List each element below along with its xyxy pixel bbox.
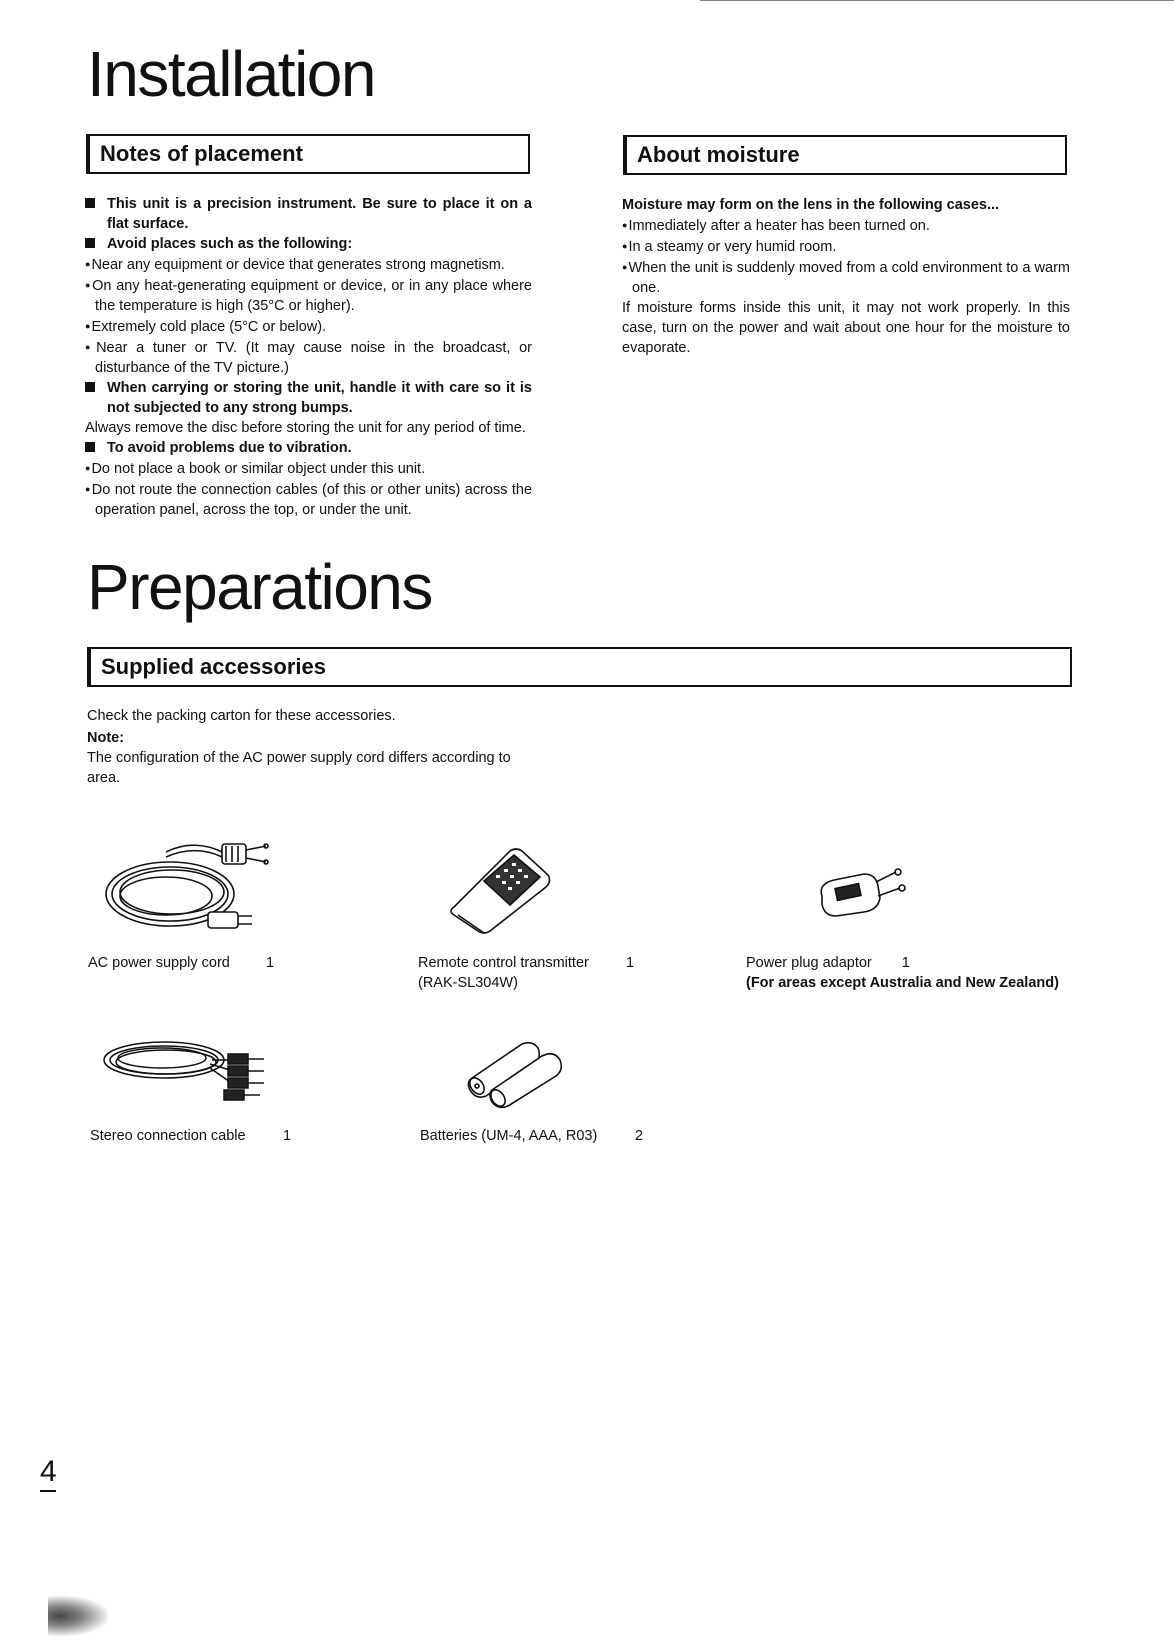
avoid-item: ● Extremely cold place (5°C or below). <box>85 316 532 337</box>
vibration-heading: To avoid problems due to vibration. <box>85 438 532 458</box>
accessory-region-note: (For areas except Australia and New Zealand) <box>746 975 1059 991</box>
check-text: Check the packing carton for these accessories. <box>87 708 396 724</box>
avoid-heading: Avoid places such as the following: <box>85 234 532 254</box>
preparations-title: Preparations <box>87 551 432 623</box>
page-number: 4 <box>40 1455 57 1488</box>
accessory-name: Stereo connection cable <box>90 1128 246 1144</box>
note-label: Note: <box>87 730 125 746</box>
square-bullet-icon <box>85 382 95 392</box>
accessory-adaptor <box>746 953 1059 993</box>
accessory-qty: 1 <box>266 955 275 971</box>
avoid-item: ● Near any equipment or device that generates strong magnetism. <box>85 254 532 275</box>
accessory-qty: 1 <box>901 955 910 971</box>
remote-control-icon <box>444 845 554 942</box>
accessory-stereo-cable <box>90 1126 246 1146</box>
notes-of-placement-body <box>85 194 532 520</box>
supplied-accessories-heading: Supplied accessories <box>87 647 1072 687</box>
note-text: The configuration of the AC power supply cord differs according to area. <box>87 750 511 786</box>
carry-text: Always remove the disc before storing the unit for any period of time. <box>85 420 526 436</box>
batteries-icon <box>462 1036 572 1115</box>
square-bullet-icon <box>85 238 95 248</box>
accessory-name: AC power supply cord <box>88 955 230 971</box>
accessory-qty: 2 <box>635 1128 644 1144</box>
about-moisture-heading: About moisture <box>623 135 1067 175</box>
accessory-name: Power plug adaptor <box>746 955 872 971</box>
accessory-name: Batteries (UM-4, AAA, R03) <box>420 1128 598 1144</box>
accessory-batteries <box>420 1126 597 1146</box>
vibration-item: ● Do not place a book or similar object under this unit. <box>85 458 532 479</box>
accessory-qty: 1 <box>283 1128 292 1144</box>
stereo-cable-icon <box>100 1030 272 1117</box>
accessory-model: (RAK-SL304W) <box>418 975 518 991</box>
page-number-underline <box>40 1490 56 1492</box>
accessory-remote <box>418 953 589 993</box>
scan-smudge <box>48 1596 108 1636</box>
moisture-intro: Moisture may form on the lens in the following cases... <box>622 197 1000 213</box>
power-cord-icon <box>96 832 272 947</box>
avoid-item: ● On any heat-generating equipment or device, or in any place where the temperature is high (35°C or higher). <box>85 275 532 316</box>
accessory-name: Remote control transmitter <box>418 955 589 971</box>
moisture-item: ● When the unit is suddenly moved from a cold environment to a warm one. <box>622 257 1070 298</box>
plug-adaptor-icon <box>814 866 906 927</box>
accessory-name-row <box>746 953 1059 973</box>
accessories-intro <box>87 706 547 788</box>
accessory-qty: 1 <box>626 955 635 971</box>
about-moisture-body <box>622 195 1070 358</box>
square-bullet-icon <box>85 198 95 208</box>
moisture-text: If moisture forms inside this unit, it may not work properly. In this case, turn on the power and wait about one hour for the moisture to evaporate. <box>622 300 1070 356</box>
vibration-item: ● Do not route the connection cables (of this or other units) across the operation panel, across the top, or under the unit. <box>85 479 532 520</box>
precision-note: This unit is a precision instrument. Be sure to place it on a flat surface. <box>85 194 532 234</box>
accessory-ac-cord <box>88 953 230 973</box>
scan-artifact-top <box>700 0 1174 1</box>
notes-of-placement-heading: Notes of placement <box>86 134 530 174</box>
square-bullet-icon <box>85 442 95 452</box>
avoid-item: ● Near a tuner or TV. (It may cause noise in the broadcast, or disturbance of the TV picture.) <box>85 337 532 378</box>
carry-heading: When carrying or storing the unit, handle it with care so it is not subjected to any strong bumps. <box>85 378 532 418</box>
moisture-item: ● Immediately after a heater has been turned on. <box>622 215 1070 236</box>
installation-title: Installation <box>87 38 375 110</box>
moisture-item: ● In a steamy or very humid room. <box>622 236 1070 257</box>
